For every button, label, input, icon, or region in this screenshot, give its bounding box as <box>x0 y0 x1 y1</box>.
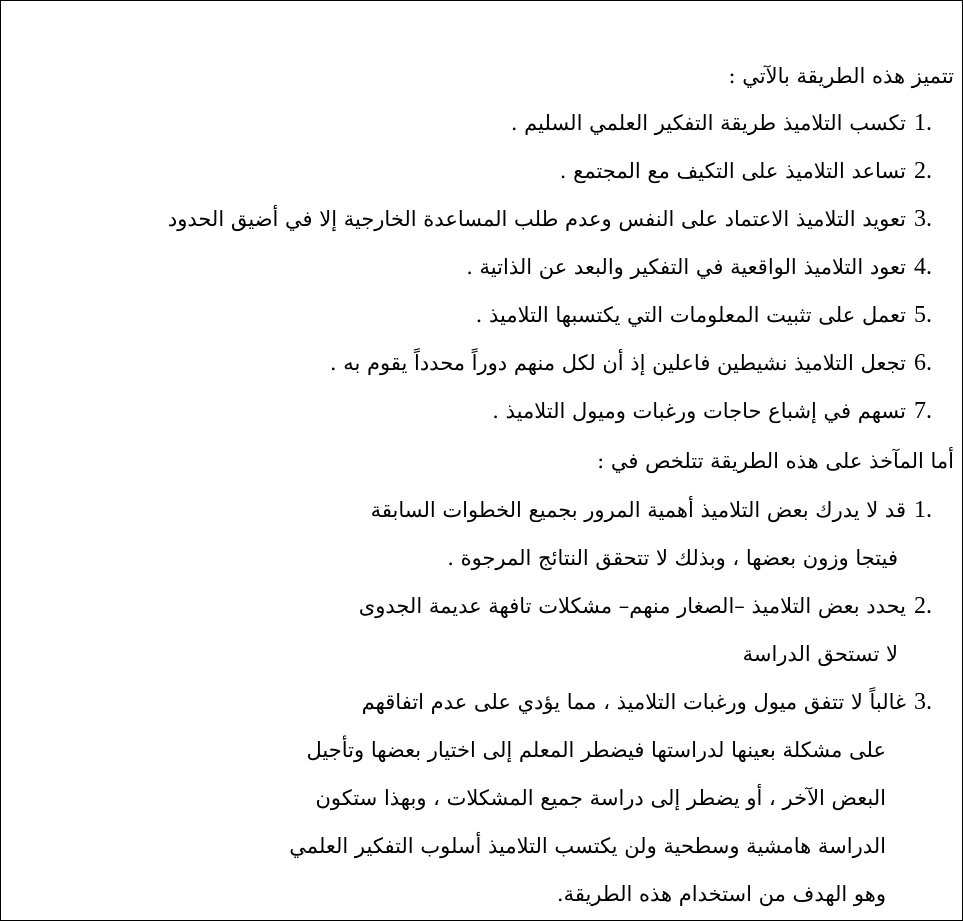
drawback-item-1-continuation: فيتجا وزون بعضها ، وبذلك لا تتحقق النتائج المرجوة . <box>447 546 898 570</box>
advantage-item-5 <box>476 300 932 330</box>
item-text: غالباً لا تتفق ميول ورغبات التلاميذ ، مما يؤدي على عدم اتفاقهم <box>361 690 906 714</box>
item-text: تعود التلاميذ الواقعية في التفكير والبعد عن الذاتية . <box>466 255 906 279</box>
item-number: 3. <box>914 206 932 232</box>
item-number: 7. <box>914 398 932 424</box>
item-text: تساعد التلاميذ على التكيف مع المجتمع . <box>559 159 906 183</box>
item-text: تكسب التلاميذ طريقة التفكير العلمي السليم . <box>510 111 906 135</box>
item-number: 3. <box>914 689 932 715</box>
item-text: تسهم في إشباع حاجات ورغبات وميول التلاميذ . <box>492 399 906 423</box>
drawback-item-1 <box>371 495 932 525</box>
item-text: تعمل على تثبيت المعلومات التي يكتسبها التلاميذ . <box>475 303 906 327</box>
item-number: 1. <box>914 497 932 523</box>
advantage-item-2 <box>560 156 932 186</box>
document-body <box>1 1 962 920</box>
item-text: تجعل التلاميذ نشيطين فاعلين إذ أن لكل منهم دوراً محدداً يقوم به . <box>329 351 906 375</box>
advantage-item-3 <box>168 204 932 234</box>
advantages-heading: تتميز هذه الطريقة بالآتي : <box>728 64 954 88</box>
advantage-item-1 <box>511 108 932 138</box>
drawback-item-3-continuation-1: على مشكلة بعينها لدراستها فيضطر المعلم إلى اختيار بعضها وتأجيل <box>306 738 886 762</box>
drawback-item-3 <box>362 687 932 717</box>
item-number: 4. <box>914 254 932 280</box>
drawback-item-2-continuation: لا تستحق الدراسة <box>742 642 898 666</box>
drawback-item-3-continuation-3: الدراسة هامشية وسطحية ولن يكتسب التلاميذ أسلوب التفكير العلمي <box>289 834 886 858</box>
item-number: 5. <box>914 302 932 328</box>
item-number: 2. <box>914 593 932 619</box>
drawback-item-3-continuation-2: البعض الآخر ، أو يضطر إلى دراسة جميع المشكلات ، وبهذا ستكون <box>315 786 886 810</box>
drawback-item-2 <box>359 591 932 621</box>
item-text: تعويد التلاميذ الاعتماد على النفس وعدم طلب المساعدة الخارجية إلا في أضيق الحدود <box>167 207 906 231</box>
drawback-item-3-continuation-4: وهو الهدف من استخدام هذه الطريقة. <box>556 882 886 906</box>
item-number: 2. <box>914 158 932 184</box>
item-text: يحدد بعض التلاميذ –الصغار منهم– مشكلات تافهة عديمة الجدوى <box>358 594 906 618</box>
advantage-item-6 <box>330 348 932 378</box>
drawbacks-heading: أما المآخذ على هذه الطريقة تتلخص في : <box>597 449 954 473</box>
advantage-item-4 <box>466 252 932 282</box>
item-text: قد لا يدرك بعض التلاميذ أهمية المرور بجميع الخطوات السابقة <box>370 498 906 522</box>
advantage-item-7 <box>492 396 932 426</box>
item-number: 6. <box>914 350 932 376</box>
item-number: 1. <box>914 110 932 136</box>
